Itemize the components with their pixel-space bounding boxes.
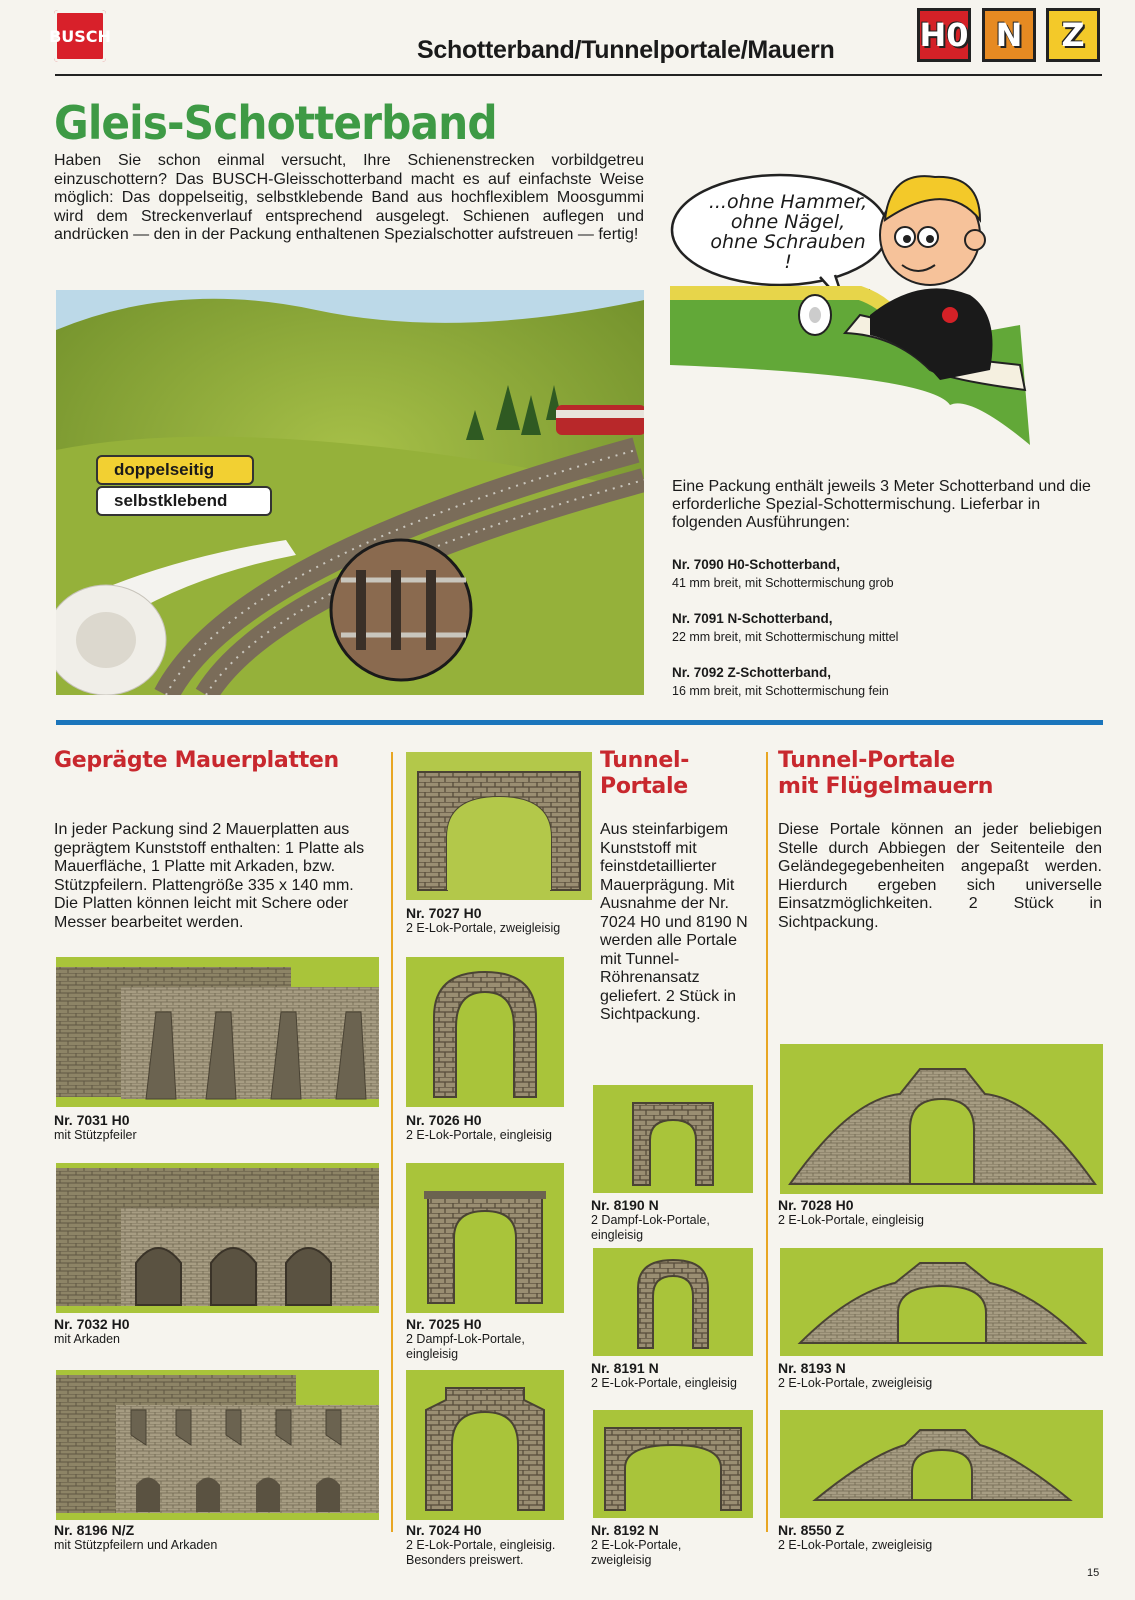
speech-line-4: !	[784, 251, 792, 273]
caption-desc: 2 Dampf-Lok-Portale,	[591, 1213, 710, 1227]
caption-desc: mit Arkaden	[54, 1332, 121, 1346]
caption-8191	[591, 1361, 737, 1391]
product-7092	[672, 664, 1102, 700]
caption-7032	[54, 1317, 130, 1347]
photo-8196	[56, 1370, 379, 1520]
scale-badge-n: N	[982, 8, 1036, 62]
photo-8190	[593, 1085, 753, 1193]
tunnel-text: Aus steinfarbigem Kunststoff mit feinstdetaillierter Mauerprägung. Mit Ausnahme der Nr. 7024 H0 und 8190 N werden alle Portale mit Tunnel-Röhrenansatz geliefert. 2 Stück in Sichtpackung.	[600, 821, 748, 1023]
caption-desc: 2 E-Lok-Portale, zweigleisig	[406, 921, 561, 935]
header-rule	[55, 74, 1102, 76]
mauer-title: Geprägte Mauerplatten	[54, 748, 339, 773]
intro-text: Haben Sie schon einmal versucht, Ihre Schienenstrecken vorbildgetreu einzuschottern? Das BUSCH-Gleisschotterband macht es auf einfachste Weise möglich: Das doppelseitig, selbstklebende Band aus hochflexiblem Moosgummi wird dem Streckenverlauf entsprechend ausgelegt. Schienen auflegen und andrücken — den in der Packung enthaltenen Spezialschotter aufstreuen — fertig!	[54, 152, 644, 243]
photo-7025	[406, 1163, 564, 1313]
tunnel-title-line-2: Portale	[600, 774, 688, 799]
caption-desc: 2 E-Lok-Portale,	[591, 1538, 682, 1552]
main-title: Gleis-Schotterband	[54, 96, 497, 150]
photo-8550	[780, 1410, 1103, 1518]
pack-info-text: Eine Packung enthält jeweils 3 Meter Schotterband und die erforderliche Spezial-Schottermischung. Lieferbar in folgenden Ausführungen:	[672, 478, 1091, 531]
column-separator	[766, 752, 768, 1532]
product-desc: 41 mm breit, mit Schottermischung grob	[672, 576, 894, 590]
caption-7024	[406, 1523, 555, 1568]
product-number: Nr. 7090 H0-Schotterband,	[672, 557, 841, 572]
product-number: Nr. 7092 Z-Schotterband,	[672, 665, 832, 680]
caption-desc-2: eingleisig	[591, 1228, 644, 1242]
product-number: Nr. 7091 N-Schotterband,	[672, 611, 833, 626]
scale-badge-h0: H0	[917, 8, 971, 62]
caption-desc-2: zweigleisig	[591, 1553, 652, 1567]
caption-desc-2: eingleisig	[406, 1347, 459, 1361]
caption-number: Nr. 8193 N	[778, 1360, 846, 1376]
photo-8192	[593, 1410, 753, 1518]
tunnel-title	[600, 748, 689, 800]
busch-logo: BUSCH	[54, 10, 106, 62]
photo-7024	[406, 1370, 564, 1520]
tunnel-title-line-1: Tunnel-	[600, 748, 690, 773]
speech-line-2: ohne Nägel,	[730, 211, 846, 233]
photo-7028	[780, 1044, 1103, 1194]
caption-desc: 2 E-Lok-Portale, zweigleisig	[778, 1376, 933, 1390]
pack-info	[672, 478, 1102, 700]
caption-desc: 2 E-Lok-Portale, eingleisig	[406, 1128, 552, 1142]
speech-line-1: ...ohne Hammer,	[708, 191, 868, 213]
caption-7031	[54, 1113, 137, 1143]
fluegel-text: Diese Portale können an jeder beliebigen Stelle durch Abbiegen der Seitenteile den Geländegegebenheiten angepaßt werden. Hierdurch ergeben sich universelle Einsatzmöglichkeiten. 2 Stück in Sichtpackung.	[778, 821, 1102, 931]
caption-desc: 2 E-Lok-Portale, zweigleisig	[778, 1538, 933, 1552]
speech-bubble-text	[698, 192, 878, 272]
caption-desc: 2 E-Lok-Portale, eingleisig	[591, 1376, 737, 1390]
caption-number: Nr. 7032 H0	[54, 1316, 130, 1332]
mauer-text: In jeder Packung sind 2 Mauerplatten aus geprägtem Kunststoff enthalten: 1 Platte als Mauerfläche, 1 Platte mit Arkaden, bzw. Stützpfeilern. Plattengröße 335 x 140 mm. Die Platten können leicht mit Schere oder Messer bearbeitet werden.	[54, 821, 365, 931]
section-title: Schotterband/Tunnelportale/Mauern	[417, 36, 835, 64]
caption-8193	[778, 1361, 932, 1391]
caption-7026	[406, 1113, 552, 1143]
caption-desc-2: Besonders preiswert.	[406, 1553, 524, 1567]
caption-7025	[406, 1317, 525, 1362]
caption-8192	[591, 1523, 681, 1568]
caption-number: Nr. 8196 N/Z	[54, 1522, 135, 1538]
fluegel-title-line-1: Tunnel-Portale	[778, 748, 955, 773]
photo-7032	[56, 1163, 379, 1313]
caption-number: Nr. 7031 H0	[54, 1112, 130, 1128]
fluegel-title-line-2: mit Flügelmauern	[778, 774, 994, 799]
fluegel-title	[778, 748, 993, 800]
caption-8190	[591, 1198, 710, 1243]
caption-number: Nr. 7025 H0	[406, 1316, 482, 1332]
train	[556, 405, 644, 435]
caption-desc: 2 Dampf-Lok-Portale,	[406, 1332, 525, 1346]
caption-desc: mit Stützpfeilern und Arkaden	[54, 1538, 218, 1552]
speech-line-3: ohne Schrauben	[710, 231, 866, 253]
caption-number: Nr. 8191 N	[591, 1360, 659, 1376]
photo-7026	[406, 957, 564, 1107]
caption-number: Nr. 8550 Z	[778, 1522, 845, 1538]
caption-8550	[778, 1523, 932, 1553]
caption-desc: 2 E-Lok-Portale, eingleisig	[778, 1213, 924, 1227]
product-7091	[672, 610, 1102, 646]
caption-8196	[54, 1523, 217, 1553]
caption-7028	[778, 1198, 924, 1228]
caption-number: Nr. 7024 H0	[406, 1522, 482, 1538]
photo-8191	[593, 1248, 753, 1356]
product-desc: 16 mm breit, mit Schottermischung fein	[672, 684, 889, 698]
section-divider	[56, 720, 1103, 725]
caption-number: Nr. 7027 H0	[406, 905, 482, 921]
page-number: 15	[1087, 1567, 1100, 1579]
product-desc: 22 mm breit, mit Schottermischung mittel	[672, 630, 899, 644]
caption-desc: 2 E-Lok-Portale, eingleisig.	[406, 1538, 556, 1552]
caption-7027	[406, 906, 560, 936]
caption-number: Nr. 8190 N	[591, 1197, 659, 1213]
photo-7027	[406, 752, 592, 900]
caption-number: Nr. 7026 H0	[406, 1112, 482, 1128]
caption-number: Nr. 7028 H0	[778, 1197, 854, 1213]
tag-selbstklebend: selbstklebend	[96, 486, 272, 516]
tag-doppelseitig: doppelseitig	[96, 455, 254, 485]
photo-7031	[56, 957, 379, 1107]
column-separator	[391, 752, 393, 1532]
caption-number: Nr. 8192 N	[591, 1522, 659, 1538]
photo-8193	[780, 1248, 1103, 1356]
caption-desc: mit Stützpfeiler	[54, 1128, 137, 1142]
product-7090	[672, 556, 1102, 592]
scale-badge-z: Z	[1046, 8, 1100, 62]
